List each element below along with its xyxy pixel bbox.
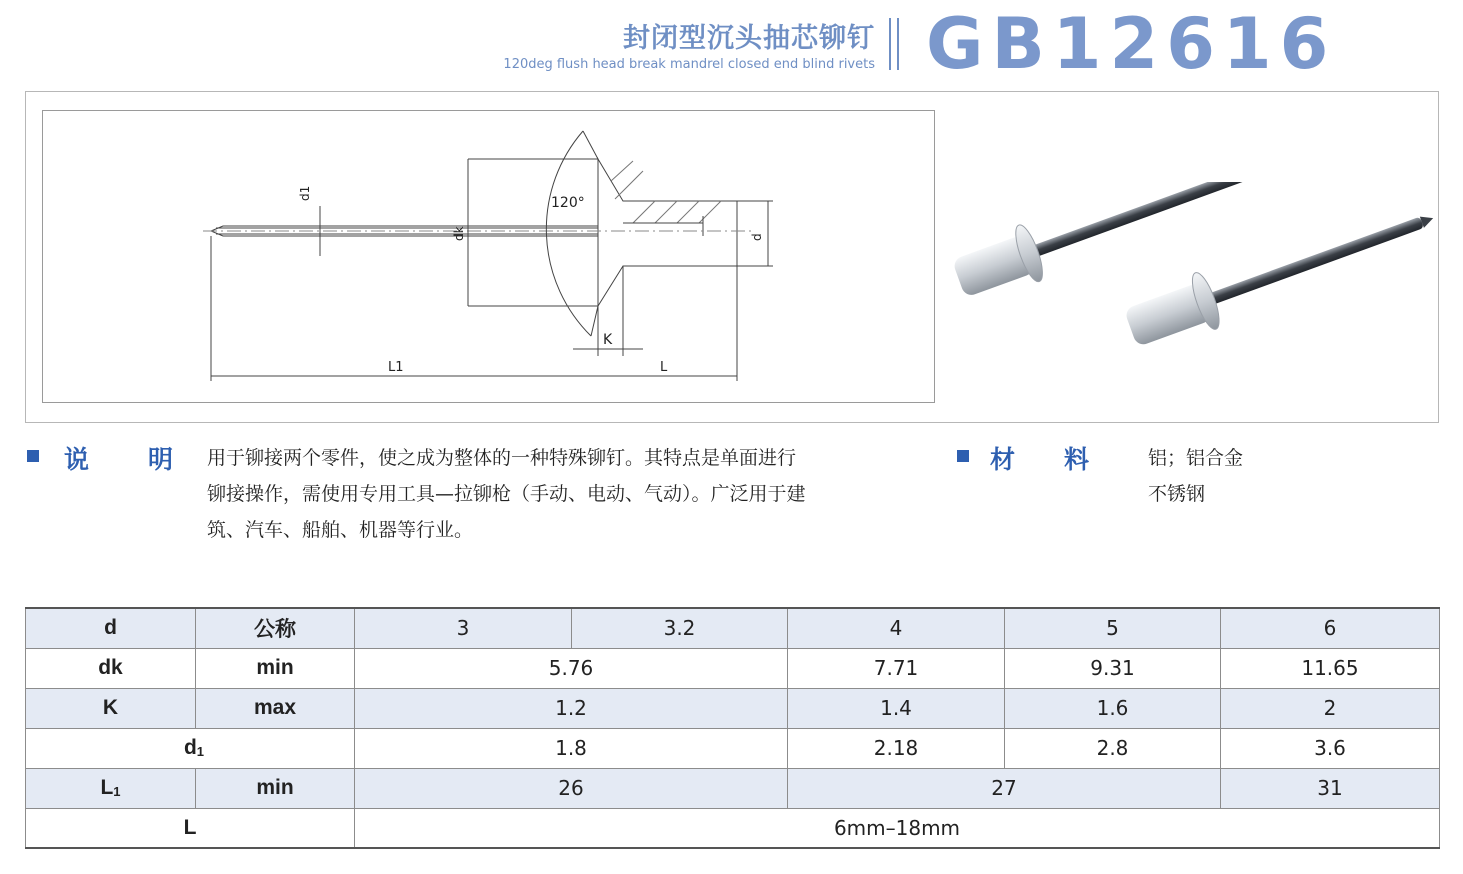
row-k-label: K	[26, 688, 196, 728]
cell: 1.2	[355, 688, 788, 728]
table-row	[26, 648, 1440, 688]
row-d1-label: $d_1$	[26, 728, 355, 768]
cell: 26	[355, 768, 788, 808]
cell: 7.71	[788, 648, 1005, 688]
cell: 31	[1221, 768, 1440, 808]
cell: 5.76	[355, 648, 788, 688]
dim-d1-label: d1	[298, 185, 312, 201]
row-l1-sub: min	[196, 768, 355, 808]
angle-label: 120°	[551, 195, 585, 211]
row-l1-label: $L_1$	[26, 768, 196, 808]
row-d-sub: 公称	[196, 608, 355, 648]
standard-number: GB12616	[926, 3, 1337, 85]
cell: 3	[355, 608, 572, 648]
row-l-label: L	[26, 808, 355, 848]
title-english: 120deg flush head break mandrel closed end blind rivets	[503, 57, 875, 72]
spec-table	[25, 607, 1440, 849]
row-d-label: d	[26, 608, 196, 648]
row-k-sub: max	[196, 688, 355, 728]
dim-l1-label: L1	[388, 360, 404, 375]
cell: 2	[1221, 688, 1440, 728]
dim-l-label: L	[660, 360, 668, 375]
description-label-2: 明	[148, 445, 174, 474]
dim-dk-label: dk	[452, 226, 466, 241]
table-row	[26, 728, 1440, 768]
page-header	[0, 0, 1463, 90]
table-row	[26, 768, 1440, 808]
cell: 1.8	[355, 728, 788, 768]
material-label-1: 材	[990, 445, 1016, 474]
cell: 1.6	[1005, 688, 1221, 728]
row-dk-sub: min	[196, 648, 355, 688]
rivet-drawing-svg	[43, 111, 936, 404]
dim-k-label: K	[603, 332, 613, 348]
description-text: 用于铆接两个零件，使之成为整体的一种特殊铆钉。其特点是单面进行铆接操作，需使用专用工具—拉铆枪（手动、电动、气动）。广泛用于建筑、汽车、船舶、机器等行业。	[207, 447, 806, 541]
description-label-1: 说	[64, 445, 90, 474]
cell: 3.6	[1221, 728, 1440, 768]
cell: 3.2	[572, 608, 788, 648]
material-line-2: 不锈钢	[1148, 483, 1206, 505]
cell: 5	[1005, 608, 1221, 648]
title-separator	[889, 18, 903, 70]
cell: 6	[1221, 608, 1440, 648]
figure-panel	[25, 91, 1439, 423]
cell: 9.31	[1005, 648, 1221, 688]
dim-d-label: d	[750, 233, 764, 241]
cell: 11.65	[1221, 648, 1440, 688]
table-row	[26, 808, 1440, 848]
material-marker	[957, 450, 969, 462]
cell: 6mm–18mm	[355, 808, 1440, 848]
table-row	[26, 688, 1440, 728]
rivet-photo	[951, 182, 1441, 422]
title-chinese: 封闭型沉头抽芯铆钉	[623, 23, 875, 54]
table-row	[26, 608, 1440, 648]
cell: 4	[788, 608, 1005, 648]
material-line-1: 铝；铝合金	[1148, 447, 1244, 469]
technical-drawing	[42, 110, 935, 403]
cell: 2.8	[1005, 728, 1221, 768]
cell: 1.4	[788, 688, 1005, 728]
material-label-2: 料	[1064, 445, 1090, 474]
cell: 27	[788, 768, 1221, 808]
cell: 2.18	[788, 728, 1005, 768]
row-dk-label: dk	[26, 648, 196, 688]
description-marker	[27, 450, 39, 462]
